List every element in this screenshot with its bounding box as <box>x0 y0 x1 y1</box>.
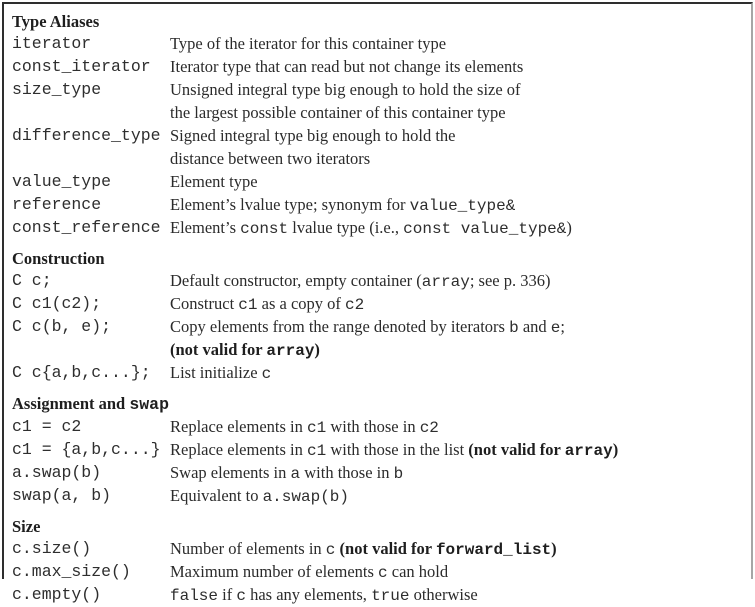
inline-code: const value_type& <box>403 220 567 238</box>
inline-code: a.swap(b) <box>262 488 349 506</box>
operation-code: const_iterator <box>12 57 151 76</box>
inline-code: c <box>325 541 336 559</box>
operation-description <box>170 217 747 240</box>
inline-code: swap <box>129 395 169 414</box>
table-row <box>12 462 747 485</box>
table-row <box>12 485 747 508</box>
description-line <box>170 416 747 439</box>
table-row <box>12 416 747 439</box>
text-span: Assignment and <box>12 394 130 413</box>
table-row <box>12 125 747 171</box>
description-line <box>170 171 747 194</box>
operation-description <box>170 316 747 362</box>
description-line <box>170 270 747 293</box>
operation-code: C c(b, e); <box>12 317 112 336</box>
operation-description <box>170 462 747 485</box>
operation-description <box>170 270 747 293</box>
inline-code: array <box>421 273 470 291</box>
text-span: Replace elements in <box>170 440 307 459</box>
text-span: Default constructor, empty container ( <box>170 271 422 290</box>
table-row <box>12 194 747 217</box>
inline-code: b <box>509 319 519 337</box>
description-line <box>170 293 747 316</box>
text-span: ) <box>612 440 619 459</box>
description-line <box>170 33 747 56</box>
operation-code: c.size() <box>12 539 92 558</box>
operation-description <box>170 584 747 607</box>
book-page <box>0 2 755 605</box>
operation-description <box>170 439 747 462</box>
table-row <box>12 362 747 385</box>
operation-code: const_reference <box>12 218 161 237</box>
text-span: Element’s <box>170 218 241 237</box>
description-line <box>170 561 747 584</box>
inline-code: a <box>290 465 301 483</box>
text-span: ; <box>560 317 565 336</box>
inline-code: array <box>564 442 613 460</box>
text-span: ) <box>566 218 572 237</box>
operation-code: c.empty() <box>12 585 102 604</box>
operation-code: c1 = c2 <box>12 417 82 436</box>
text-span: ) <box>551 539 557 558</box>
operation-code: c1 = {a,b,c...} <box>12 440 161 459</box>
table-section <box>12 248 747 385</box>
text-span: Equivalent to <box>170 486 263 505</box>
table-row <box>12 561 747 584</box>
text-span: Construct <box>170 294 239 313</box>
section-title <box>12 11 747 33</box>
container-operations-table <box>2 2 753 605</box>
description-line <box>170 79 747 102</box>
section-title <box>12 248 747 270</box>
text-span: (not valid for <box>170 340 267 359</box>
operation-code: iterator <box>12 34 92 53</box>
text-span: if <box>218 585 237 604</box>
text-span: with those in the list <box>326 440 469 459</box>
inline-code: const <box>240 220 289 238</box>
text-span: Construction <box>12 249 105 268</box>
text-span: otherwise <box>409 585 478 604</box>
text-span: List initialize <box>170 363 262 382</box>
operation-code: C c; <box>12 271 52 290</box>
operation-code: value_type <box>12 172 112 191</box>
text-span: lvalue type (i.e., <box>288 218 404 237</box>
table-row <box>12 293 747 316</box>
text-span: ; see p. 336) <box>469 271 551 290</box>
text-span: with those in <box>326 417 420 436</box>
operation-code: reference <box>12 195 102 214</box>
text-span: Element’s lvalue type; synonym for <box>170 195 410 214</box>
table-row <box>12 270 747 293</box>
inline-code: c1 <box>307 419 327 437</box>
operation-description <box>170 33 747 56</box>
inline-code: value_type& <box>409 197 516 215</box>
table-row <box>12 56 747 79</box>
text-span: has any elements, <box>245 585 372 604</box>
text-span: distance between two iterators <box>170 149 371 168</box>
text-span: Number of elements in <box>170 539 326 558</box>
inline-code: c2 <box>419 419 439 437</box>
operation-description <box>170 416 747 439</box>
operation-code: swap(a, b) <box>12 486 112 505</box>
inline-code: false <box>170 587 219 605</box>
inline-code: forward_list <box>435 541 552 559</box>
table-row <box>12 33 747 56</box>
description-line <box>170 439 747 462</box>
section-title <box>12 516 747 538</box>
operation-code: size_type <box>12 80 102 99</box>
inline-code: b <box>393 465 404 483</box>
table-row <box>12 439 747 462</box>
table-row <box>12 171 747 194</box>
inline-code: c1 <box>238 296 258 314</box>
description-line <box>170 148 747 171</box>
text-span: Signed integral type big enough to hold the <box>170 126 456 145</box>
description-line <box>170 485 747 508</box>
operation-code: C c1(c2); <box>12 294 102 313</box>
inline-code: c1 <box>307 442 327 460</box>
text-span: Type of the iterator for this container type <box>170 34 447 53</box>
description-line <box>170 56 747 79</box>
text-span: (not valid for <box>339 539 436 558</box>
description-line <box>170 462 747 485</box>
text-span: with those in <box>300 463 394 482</box>
description-line <box>170 316 747 339</box>
text-span: Unsigned integral type big enough to hold the size of <box>170 80 521 99</box>
operation-description <box>170 362 747 385</box>
text-span: and <box>518 317 551 336</box>
operation-description <box>170 561 747 584</box>
table-row <box>12 79 747 125</box>
inline-code: c <box>236 587 246 605</box>
inline-code: array <box>266 342 315 360</box>
text-span: Element type <box>170 172 258 191</box>
inline-code: c <box>378 564 388 582</box>
operation-code: a.swap(b) <box>12 463 102 482</box>
description-line <box>170 538 747 561</box>
text-span: Iterator type that can read but not change its elements <box>170 57 524 76</box>
operation-description <box>170 485 747 508</box>
inline-code: c2 <box>345 296 365 314</box>
operation-description <box>170 79 747 125</box>
description-line <box>170 584 747 607</box>
table-row <box>12 538 747 561</box>
text-span: Replace elements in <box>170 417 307 436</box>
operation-description <box>170 171 747 194</box>
text-span: the largest possible container of this container type <box>170 103 506 122</box>
operation-description <box>170 125 747 171</box>
operation-description <box>170 56 747 79</box>
text-span: ) <box>314 340 320 359</box>
operation-description <box>170 538 747 561</box>
operation-code: difference_type <box>12 126 161 145</box>
inline-code: c <box>261 365 272 383</box>
description-line <box>170 125 747 148</box>
text-span: Maximum number of elements <box>170 562 379 581</box>
text-span: can hold <box>387 562 449 581</box>
text-span: Type Aliases <box>12 12 100 31</box>
operation-code: C c{a,b,c...}; <box>12 363 151 382</box>
text-span: (not valid for <box>468 440 565 459</box>
inline-code: e <box>550 319 561 337</box>
section-title <box>12 393 747 416</box>
table-section <box>12 516 747 607</box>
text-span: as a copy of <box>257 294 346 313</box>
text-span: Swap elements in <box>170 463 291 482</box>
description-line <box>170 102 747 125</box>
text-span: Copy elements from the range denoted by iterators <box>170 317 510 336</box>
description-line <box>170 362 747 385</box>
table-row <box>12 316 747 362</box>
table-section <box>12 11 747 240</box>
operation-code: c.max_size() <box>12 562 131 581</box>
table-row <box>12 217 747 240</box>
description-line <box>170 217 747 240</box>
description-line <box>170 194 747 217</box>
table-section <box>12 393 747 508</box>
operation-description <box>170 194 747 217</box>
description-line <box>170 339 747 362</box>
operation-description <box>170 293 747 316</box>
text-span: Size <box>12 517 41 536</box>
table-row <box>12 584 747 607</box>
inline-code: true <box>371 587 410 605</box>
